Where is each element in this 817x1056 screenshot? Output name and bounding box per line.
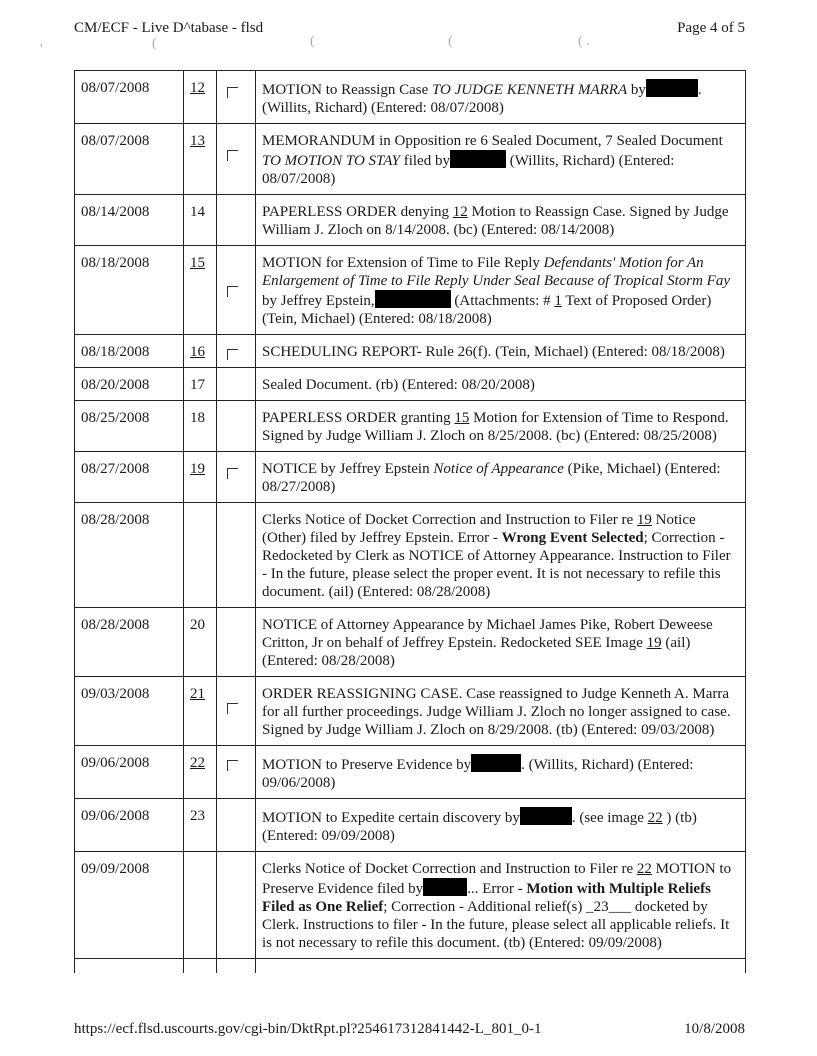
- entry-text: Clerks Notice of Docket Correction and Instruction to Filer re 22 MOTION to Preserve Evidence filed by ... Error - Motion with Multiple Reliefs Filed as One Relief; Correction - Additional relief(s) _23___ docketed by Clerk. Instructions to filer - In the future, please select all applicable reliefs. It is not necessary to refile this document. (tb) (Entered: 09/09/2008): [256, 852, 746, 959]
- footer-date: 10/8/2008: [684, 1021, 745, 1037]
- redaction-bar: [423, 878, 467, 896]
- document-checkbox[interactable]: [227, 760, 238, 771]
- entry-date: 08/18/2008: [75, 335, 184, 368]
- entry-number-link[interactable]: 16: [190, 344, 205, 360]
- header-title: CM/ECF - Live D^tabase - flsd: [74, 20, 264, 36]
- entry-number-link[interactable]: 15: [190, 255, 205, 271]
- entry-number-link[interactable]: 21: [190, 686, 205, 702]
- entry-number-link[interactable]: 19: [190, 461, 205, 477]
- docket-ref-link[interactable]: 22: [647, 810, 663, 826]
- entry-text: MOTION for Extension of Time to File Reply Defendants' Motion for An Enlargement of Time to File Reply Under Seal Because of Tropical Storm Fay by Jeffrey Epstein, (Attachments: # 1 Text of Proposed Order)(Tein, Michael) (Entered: 08/18/2008): [256, 246, 746, 335]
- document-checkbox[interactable]: [227, 286, 238, 297]
- entry-text: Clerks Notice of Docket Correction and Instruction to Filer re 19 Notice (Other) filed by Jeffrey Epstein. Error - Wrong Event Selected; Correction - Redocketed by Clerk as NOTICE of Attorney Appearance. Instruction to Filer - In the future, please select the proper event. It is not necessary to refile this document. (ail) (Entered: 08/28/2008): [256, 503, 746, 608]
- entry-number-link[interactable]: 13: [190, 133, 205, 149]
- entry-text: Sealed Document. (rb) (Entered: 08/20/2008): [256, 368, 746, 401]
- document-checkbox[interactable]: [227, 703, 238, 714]
- document-checkbox[interactable]: [227, 349, 238, 360]
- entry-date: 08/27/2008: [75, 452, 184, 503]
- scan-artifact: (: [152, 36, 157, 51]
- entry-date: 09/06/2008: [75, 799, 184, 852]
- docket-row: [75, 335, 746, 368]
- entry-text: NOTICE of Attorney Appearance by Michael James Pike, Robert Deweese Critton, Jr on behalf of Jeffrey Epstein. Redocketed SEE Image 19 (ail) (Entered: 08/28/2008): [256, 608, 746, 677]
- docket-table: [74, 70, 746, 973]
- docket-row: [75, 799, 746, 852]
- entry-text: PAPERLESS ORDER denying 12 Motion to Reassign Case. Signed by Judge William J. Zloch on 8/14/2008. (bc) (Entered: 08/14/2008): [256, 195, 746, 246]
- entry-number: 17: [184, 368, 217, 401]
- entry-text: SCHEDULING REPORT- Rule 26(f). (Tein, Michael) (Entered: 08/18/2008): [256, 335, 746, 368]
- docket-row: [75, 746, 746, 799]
- entry-text: MOTION to Reassign Case TO JUDGE KENNETH MARRA by . (Willits, Richard) (Entered: 08/07/2008): [256, 71, 746, 124]
- docket-ref-link[interactable]: 19: [636, 512, 652, 528]
- entry-number-link[interactable]: 12: [190, 80, 205, 96]
- entry-text: PAPERLESS ORDER granting 15 Motion for Extension of Time to Respond. Signed by Judge William J. Zloch on 8/25/2008. (bc) (Entered: 08/25/2008): [256, 401, 746, 452]
- docket-row: [75, 608, 746, 677]
- docket-ref-link[interactable]: 15: [454, 410, 470, 426]
- docket-ref-link[interactable]: 22: [636, 861, 652, 877]
- docket-row: [75, 195, 746, 246]
- redaction-bar: [450, 150, 506, 168]
- document-checkbox[interactable]: [227, 150, 238, 161]
- entry-text: NOTICE by Jeffrey Epstein Notice of Appearance (Pike, Michael) (Entered: 08/27/2008): [256, 452, 746, 503]
- entry-text: MEMORANDUM in Opposition re 6 Sealed Document, 7 Sealed Document TO MOTION TO STAY filed by (Willits, Richard) (Entered: 08/07/2008): [256, 124, 746, 195]
- document-checkbox[interactable]: [227, 468, 238, 479]
- redaction-bar: [375, 290, 451, 308]
- scan-artifact: ( .: [578, 34, 590, 49]
- entry-number: 18: [184, 401, 217, 452]
- entry-date: 09/09/2008: [75, 852, 184, 959]
- entry-date: 08/07/2008: [75, 71, 184, 124]
- entry-date: 08/28/2008: [75, 608, 184, 677]
- entry-date: 09/06/2008: [75, 746, 184, 799]
- docket-row: [75, 368, 746, 401]
- docket-row: [75, 246, 746, 335]
- entry-number: 23: [184, 799, 217, 852]
- docket-row-partial: [75, 959, 746, 974]
- docket-ref-link[interactable]: 19: [646, 635, 662, 651]
- entry-number: [184, 503, 217, 608]
- entry-text: MOTION to Expedite certain discovery by . (see image 22 ) (tb) (Entered: 09/09/2008): [256, 799, 746, 852]
- redaction-bar: [646, 79, 698, 97]
- scan-artifact: (: [310, 34, 315, 49]
- attachment-link[interactable]: 1: [554, 293, 562, 309]
- docket-row: [75, 677, 746, 746]
- redaction-bar: [471, 754, 521, 772]
- entry-date: 08/25/2008: [75, 401, 184, 452]
- docket-row: [75, 852, 746, 959]
- entry-text: ORDER REASSIGNING CASE. Case reassigned to Judge Kenneth A. Marra for all further proceedings. Judge William J. Zloch no longer assigned to case. Signed by Judge William J. Zloch on 8/29/2008. (tb) (Entered: 09/03/2008): [256, 677, 746, 746]
- entry-date: 09/03/2008: [75, 677, 184, 746]
- entry-date: 08/28/2008: [75, 503, 184, 608]
- document-checkbox[interactable]: [227, 87, 238, 98]
- docket-row: [75, 124, 746, 195]
- entry-date: 08/07/2008: [75, 124, 184, 195]
- entry-number: 14: [184, 195, 217, 246]
- docket-row: [75, 503, 746, 608]
- entry-date: 08/18/2008: [75, 246, 184, 335]
- entry-number-link[interactable]: 22: [190, 755, 205, 771]
- docket-row: [75, 71, 746, 124]
- entry-text: MOTION to Preserve Evidence by . (Willits, Richard) (Entered: 09/06/2008): [256, 746, 746, 799]
- redaction-bar: [520, 807, 572, 825]
- docket-row: [75, 401, 746, 452]
- entry-date: 08/20/2008: [75, 368, 184, 401]
- footer-url: https://ecf.flsd.uscourts.gov/cgi-bin/DktRpt.pl?254617312841442-L_801_0-1: [74, 1021, 542, 1037]
- scan-artifact: ': [40, 42, 43, 57]
- page-number: Page 4 of 5: [677, 20, 745, 36]
- docket-ref-link[interactable]: 12: [452, 204, 468, 220]
- entry-number: 20: [184, 608, 217, 677]
- entry-number: [184, 852, 217, 959]
- docket-row: [75, 452, 746, 503]
- entry-date: 08/14/2008: [75, 195, 184, 246]
- scan-artifact: (: [448, 34, 453, 49]
